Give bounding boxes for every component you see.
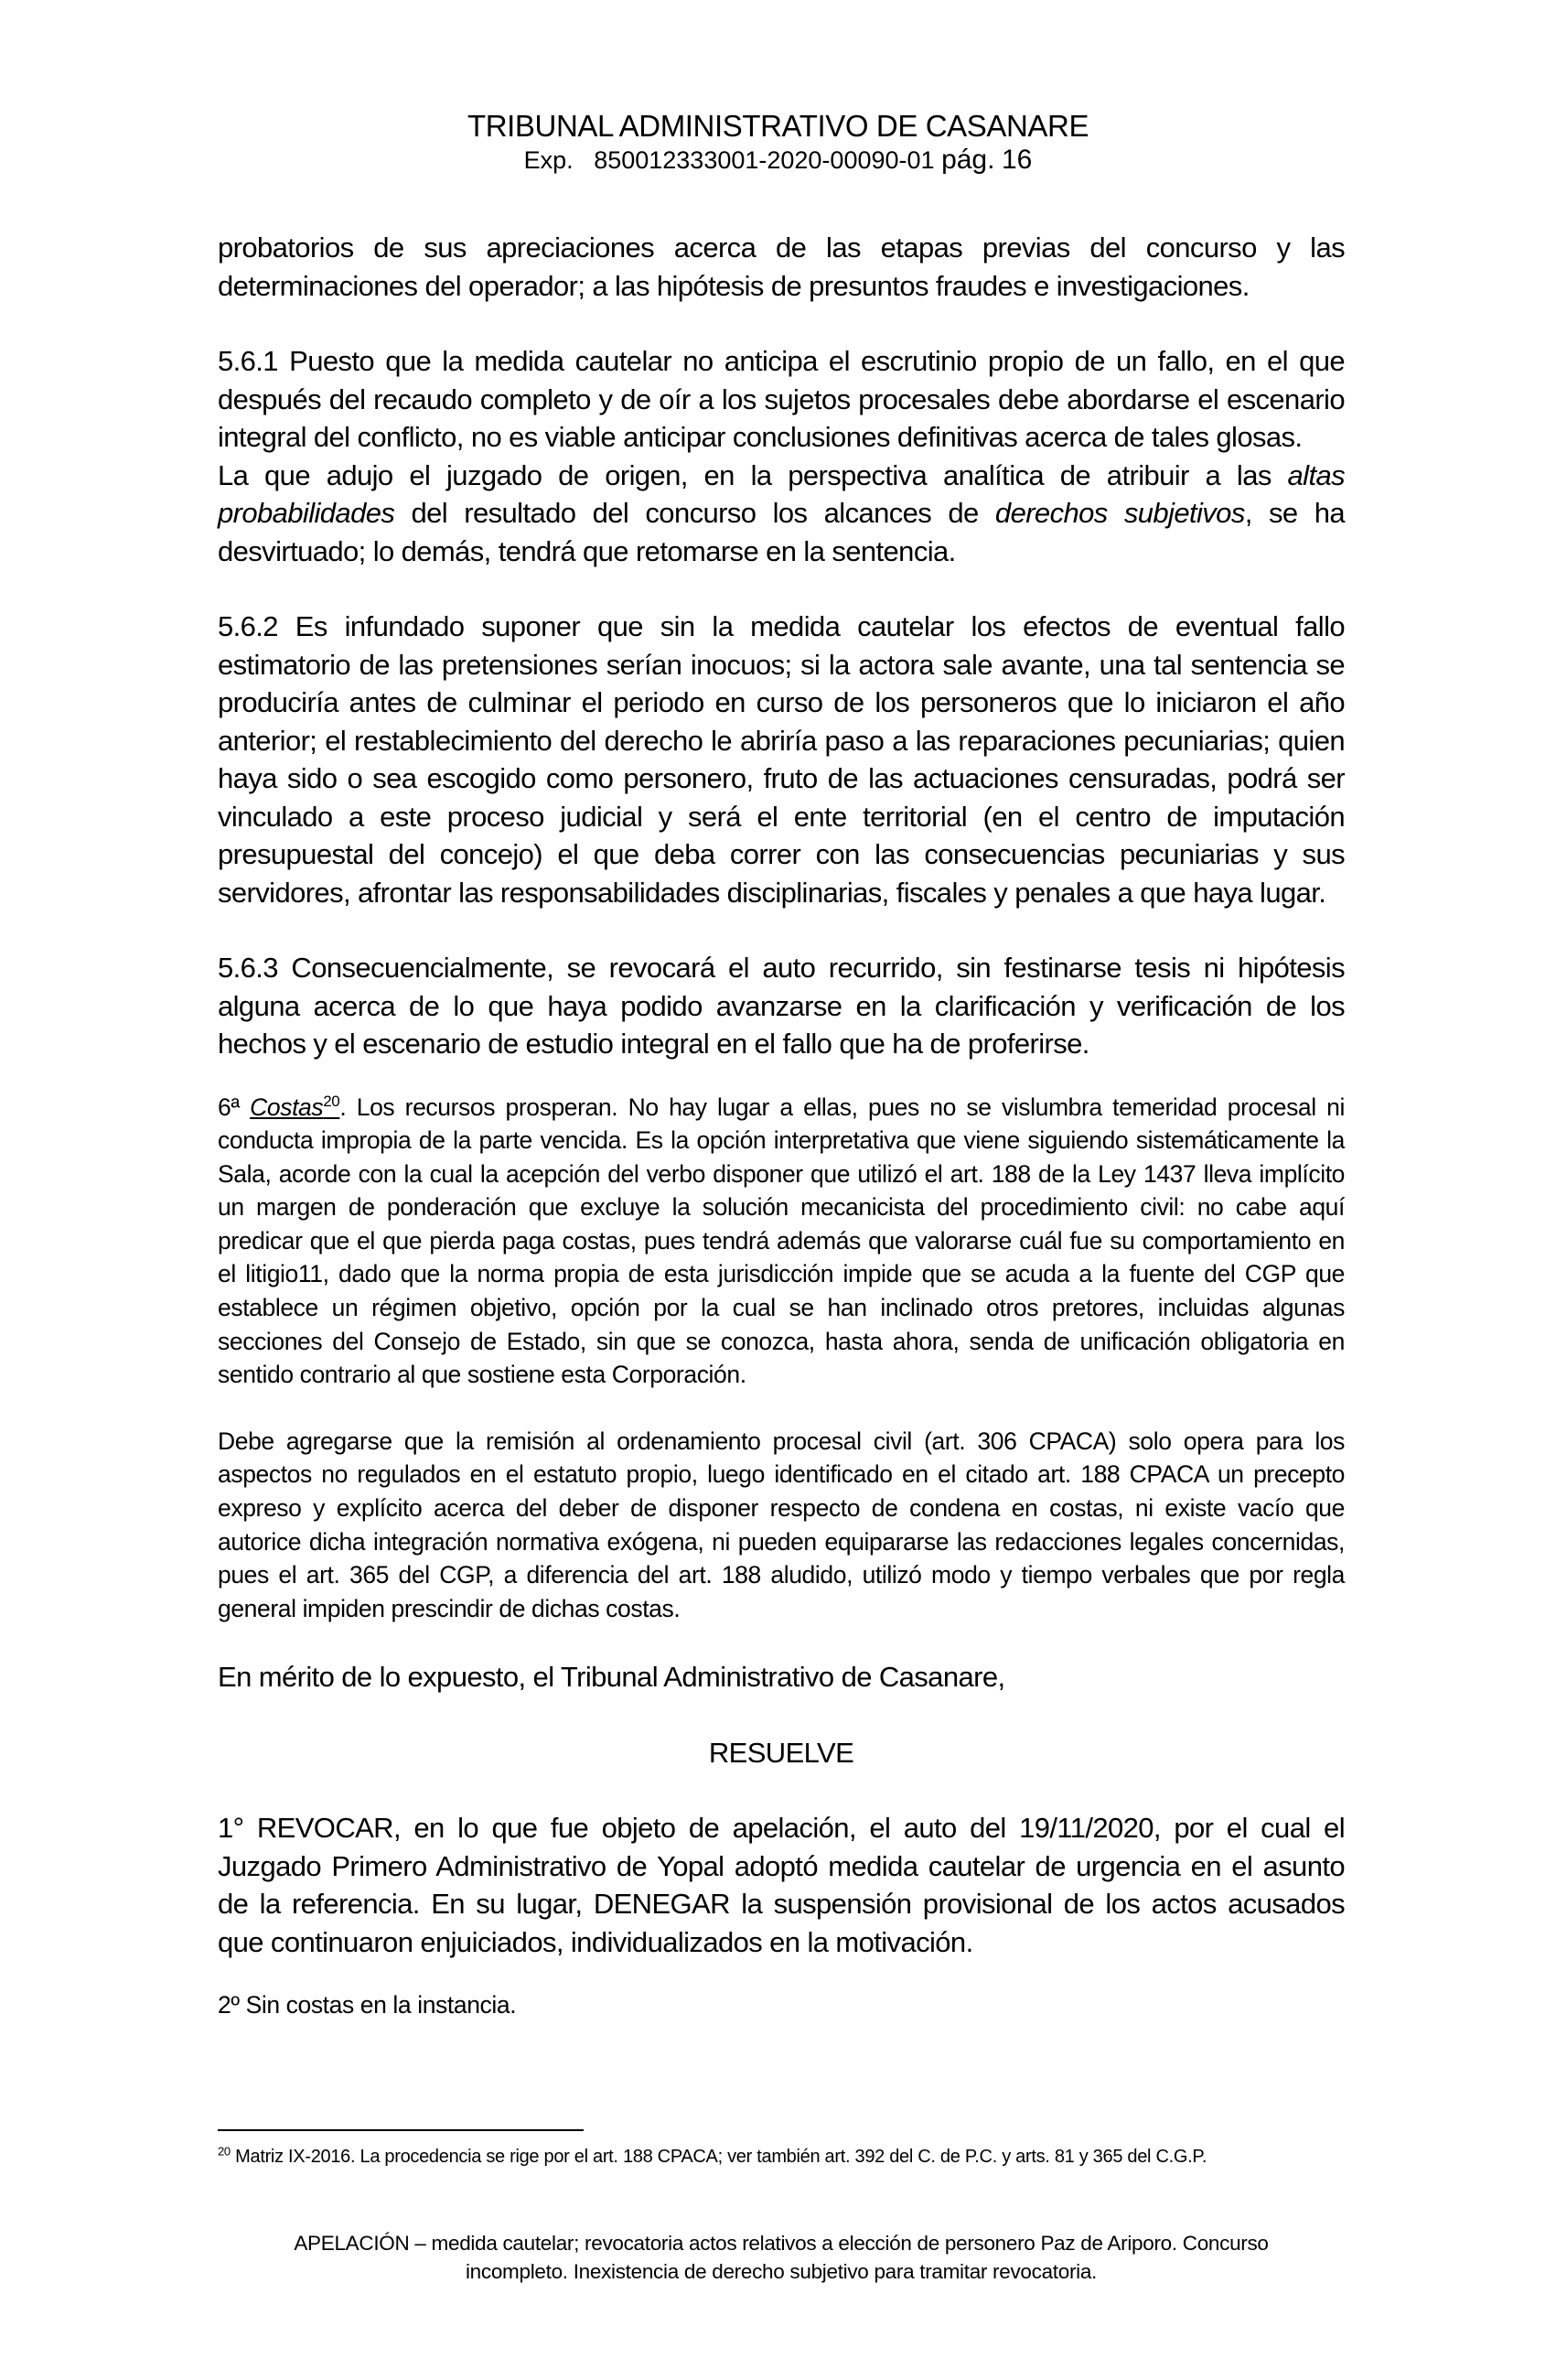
resuelve-heading: RESUELVE	[708, 1736, 854, 1769]
costas-heading: Costas$^{20}$	[250, 1092, 340, 1121]
paragraph-5-6-3: 5.6.3 Consecuencialmente, se revocará el auto recurrido, sin festinarse tesis ni hipótesis alguna acerca de lo que haya podido avanzarse en la clarificación y verificación de los hechos y el escenario de estudio integral en el fallo que ha de proferirse.	[218, 952, 1345, 1060]
footer-line-2: incompleto. Inexistencia de derecho subjetivo para tramitar revocatoria.	[465, 2260, 1098, 2283]
exp-number: 850012333001-2020-00090-01	[594, 146, 935, 174]
footnote-number: 20	[218, 2144, 231, 2159]
page-footer	[218, 2229, 1345, 2286]
paragraph-5-6-1: 5.6.1 Puesto que la medida cautelar no anticipa el escrutinio propio de un fallo, en el que después del recaudo completo y de oír a los sujetos procesales debe abordarse el escenario integral del conflicto, no es viable anticipar conclusiones definitivas acerca de tales glosas.	[218, 345, 1345, 453]
case-reference	[0, 145, 1556, 176]
paragraph-remision: Debe agregarse que la remisión al ordenamiento procesal civil (art. 306 CPACA) solo opera para los aspectos no regulados en el estatuto propio, luego identificado en el citado art. 188 CPACA un precepto expreso y explícito acerca del deber de disponer respecto de condena en costas, ni existe vacío que autorice dicha integración normativa exógena, ni pueden equipararse las redacciones legales concernidas, pues el art. 365 del CGP, a diferencia del art. 188 aludido, utilizó modo y tiempo verbales que por regla general impiden prescindir de dichas costas.	[218, 1427, 1345, 1622]
emphasis-derechos-subjetivos: derechos subjetivos	[994, 497, 1245, 529]
footnote-text: Matriz IX-2016. La procedencia se rige por el art. 188 CPACA; ver también art. 392 del C. de P.C. y arts. 81 y 365 del C.G.P.	[230, 2147, 1207, 2167]
footnote-divider	[218, 2129, 584, 2131]
paragraph-costas: 6ª Costas$^{20}$. Los recursos prosperan. No hay lugar a ellas, pues no se vislumbra temeridad procesal ni conducta impropia de la parte vencida. Es la opción interpretativa que viene siguiendo sistemáticamente la Sala, acorde con la cual la acepción del verbo disponer que utilizó el art. 188 de la Ley 1437 lleva implícito un margen de ponderación que excluye la solución mecanicista del procedimiento civil: no cabe aquí predicar que el que pierda paga costas, pues tendrá además que valorarse cuál fue su comportamiento en el litigio11, dado que la norma propia de esta jurisdicción impide que se acuda a la fuente del CGP que establece un régimen objetivo, opción por la cual se han inclinado otros pretores, incluidas algunas secciones del Consejo de Estado, sin que se conozca, hasta ahora, senda de unificación obligatoria en sentido contrario al que sostiene esta Corporación.	[218, 1092, 1345, 1389]
emphasis-altas-probabilidades: altas probabilidades	[218, 458, 1345, 529]
court-title: TRIBUNAL ADMINISTRATIVO DE CASANARE	[467, 109, 1089, 143]
paragraph-sin-costas: 2º Sin costas en la instancia.	[218, 1991, 517, 2019]
paragraph-juzgado-origen: La que adujo el juzgado de origen, en la perspectiva analítica de atribuir a las altas probabilidades del resultado del concurso los alcances de derechos subjetivos, se ha desvirtuado; lo demás, tendrá que retomarse en la sentencia.	[218, 458, 1345, 567]
footer-line-1: APELACIÓN – medida cautelar; revocatoria actos relativos a elección de personero Paz de Ariporo. Concurso	[294, 2232, 1269, 2255]
page-number: 16	[1001, 145, 1033, 175]
document-body	[218, 229, 1345, 2022]
paragraph-probatorios: probatorios de sus apreciaciones acerca de las etapas previas del concurso y las determinaciones del operador; a las hipótesis de presuntos fraudes e investigaciones.	[218, 232, 1345, 302]
paragraph-5-6-2: 5.6.2 Es infundado suponer que sin la medida cautelar los efectos de eventual fallo estimatorio de las pretensiones serían inocuos; si la actora sale avante, una tal sentencia se produciría antes de culminar el periodo en curso de los personeros que lo iniciaron el año anterior; el restablecimiento del derecho le abriría paso a las reparaciones pecuniarias; quien haya sido o sea escogido como personero, fruto de las actuaciones censuradas, podrá ser vinculado a este proceso judicial y será el ente territorial (en el centro de imputación presupuestal del concejo) el que deba correr con las consecuencias pecuniarias y sus servidores, afrontar las responsabilidades disciplinarias, fiscales y penales a que haya lugar.	[218, 610, 1345, 909]
costas-number: 6ª	[218, 1093, 240, 1121]
footnote-20	[218, 2144, 1345, 2170]
page-header	[0, 108, 1556, 176]
paragraph-merito: En mérito de lo expuesto, el Tribunal Administrativo de Casanare,	[218, 1661, 1005, 1694]
paragraph-revocar: 1° REVOCAR, en lo que fue objeto de apelación, el auto del 19/11/2020, por el cual el Juzgado Primero Administrativo de Yopal adoptó medida cautelar de urgencia en el asunto de la referencia. En su lugar, DENEGAR la suspensión provisional de los actos acusados que continuaron enjuiciados, individualizados en la motivación.	[218, 1812, 1345, 1958]
exp-label: Exp.	[523, 146, 574, 174]
footnote-ref-20[interactable]: 20	[323, 1092, 340, 1110]
page-label: pág.	[941, 145, 995, 175]
